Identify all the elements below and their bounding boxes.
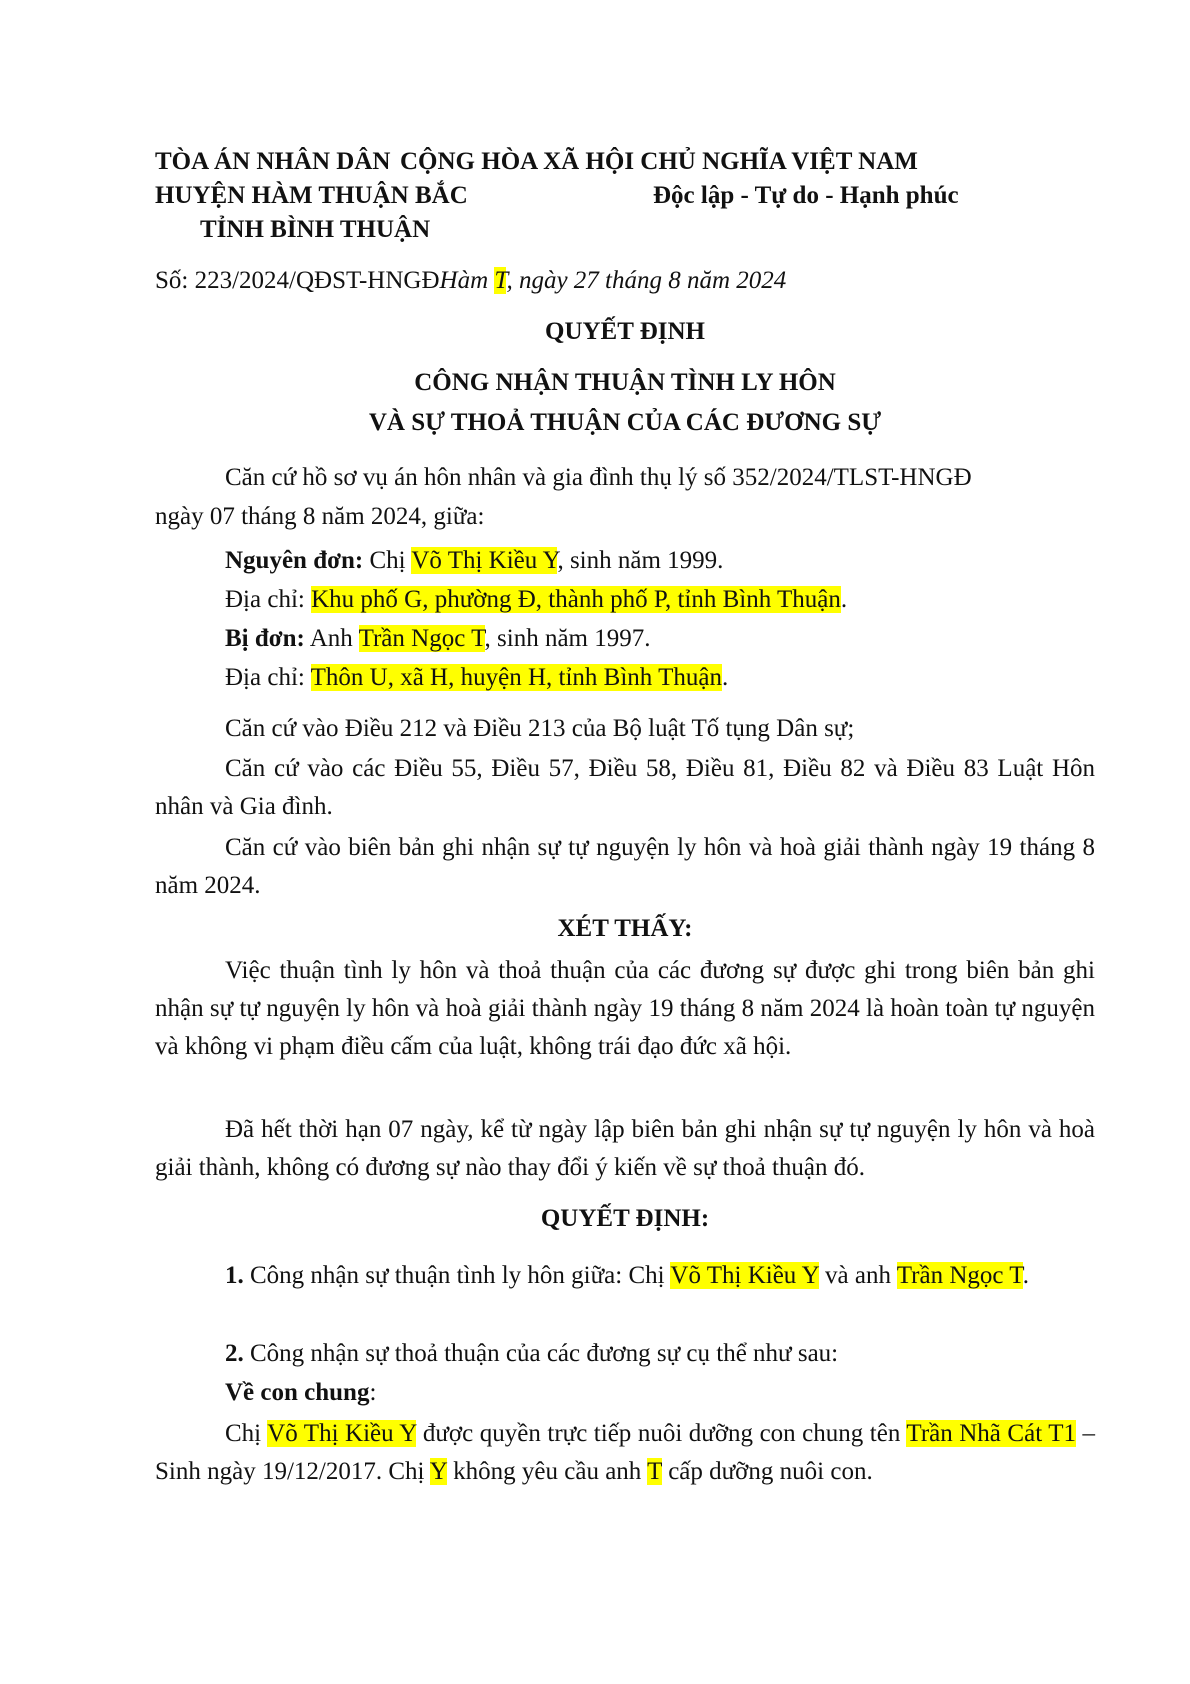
decision-item-1: 1. Công nhận sự thuận tình ly hôn giữa: Chị Võ Thị Kiều Y và anh Trần Ngọc T. xyxy=(225,1262,1029,1289)
plaintiff-line: Nguyên đơn: Chị Võ Thị Kiều Y, sinh năm 1999. xyxy=(225,547,724,574)
child-heading: Về con chung: xyxy=(225,1379,377,1406)
legal-basis-2: Căn cứ vào các Điều 55, Điều 57, Điều 58, Điều 81, Điều 82 và Điều 83 Luật Hôn nhân và Gia đình. xyxy=(155,755,1095,820)
plaintiff-address-line: Địa chỉ: Khu phố G, phường Đ, thành phố P, tỉnh Bình Thuận. xyxy=(225,586,848,613)
basis-line-2: ngày 07 tháng 8 năm 2024, giữa: xyxy=(155,503,485,530)
defendant-line: Bị đơn: Anh Trần Ngọc T, sinh năm 1997. xyxy=(225,625,651,652)
place-date: Hàm T, ngày 27 tháng 8 năm 2024 xyxy=(439,267,787,294)
findings-para-2: Đã hết thời hạn 07 ngày, kể từ ngày lập biên bản ghi nhận sự tự nguyện ly hôn và hoà giải thành, không có đương sự nào thay đổi ý kiến về sự thoả thuận đó. xyxy=(155,1116,1095,1181)
doc-number: Số: 223/2024/QĐST-HNGĐ xyxy=(155,267,440,294)
decision-subtitle-1: CÔNG NHẬN THUẬN TÌNH LY HÔN xyxy=(414,369,836,396)
doc-number-line xyxy=(155,267,786,295)
defendant-address: Thôn U, xã H, huyện H, tỉnh Bình Thuận xyxy=(310,664,722,691)
court-province: TỈNH BÌNH THUẬN xyxy=(200,216,431,243)
plaintiff-name: Võ Thị Kiều Y xyxy=(411,547,558,574)
findings-heading: XÉT THẤY: xyxy=(557,915,693,942)
nation-motto: Độc lập - Tự do - Hạnh phúc xyxy=(653,182,959,209)
court-name: TÒA ÁN NHÂN DÂN xyxy=(155,148,391,175)
basis-line-1: Căn cứ hồ sơ vụ án hôn nhân và gia đình thụ lý số 352/2024/TLST-HNGĐ xyxy=(225,464,972,491)
spouse-name-2: Trần Ngọc T xyxy=(896,1262,1023,1289)
decision-heading: QUYẾT ĐỊNH: xyxy=(540,1205,710,1232)
decision-title: QUYẾT ĐỊNH xyxy=(545,318,705,345)
nation-title: CỘNG HÒA XÃ HỘI CHỦ NGHĨA VIỆT NAM xyxy=(400,148,918,175)
legal-basis-1: Căn cứ vào Điều 212 và Điều 213 của Bộ luật Tố tụng Dân sự; xyxy=(225,715,855,742)
child-custody-para: Chị Võ Thị Kiều Y được quyền trực tiếp nuôi dưỡng con chung tên Trần Nhã Cát T1 – Sinh ngày 19/12/2017. Chị Y không yêu cầu anh T cấp dưỡng nuôi con. xyxy=(155,1420,1096,1485)
decision-subtitle-2: VÀ SỰ THOẢ THUẬN CỦA CÁC ĐƯƠNG SỰ xyxy=(368,409,882,436)
decision-item-2: 2. Công nhận sự thoả thuận của các đương sự cụ thể như sau: xyxy=(225,1340,839,1367)
spouse-name-1: Võ Thị Kiều Y xyxy=(670,1262,819,1289)
defendant-name: Trần Ngọc T xyxy=(358,625,485,652)
defendant-address-line: Địa chỉ: Thôn U, xã H, huyện H, tỉnh Bình Thuận. xyxy=(225,664,729,691)
child-name: Trần Nhã Cát T1 xyxy=(906,1420,1076,1447)
court-district: HUYỆN HÀM THUẬN BẮC xyxy=(155,182,468,209)
findings-para-1: Việc thuận tình ly hôn và thoả thuận của các đương sự được ghi trong biên bản ghi nhận sự tự nguyện ly hôn và hoà giải thành ngày 19 tháng 8 năm 2024 là hoàn toàn tự nguyện và không vi phạm điều cấm của luật, không trái đạo đức xã hội. xyxy=(155,957,1095,1060)
custodial-parent-name: Võ Thị Kiều Y xyxy=(267,1420,417,1447)
plaintiff-address: Khu phố G, phường Đ, thành phố P, tỉnh Bình Thuận xyxy=(311,586,841,613)
legal-basis-3: Căn cứ vào biên bản ghi nhận sự tự nguyện ly hôn và hoà giải thành ngày 19 tháng 8 năm 2024. xyxy=(155,834,1095,899)
